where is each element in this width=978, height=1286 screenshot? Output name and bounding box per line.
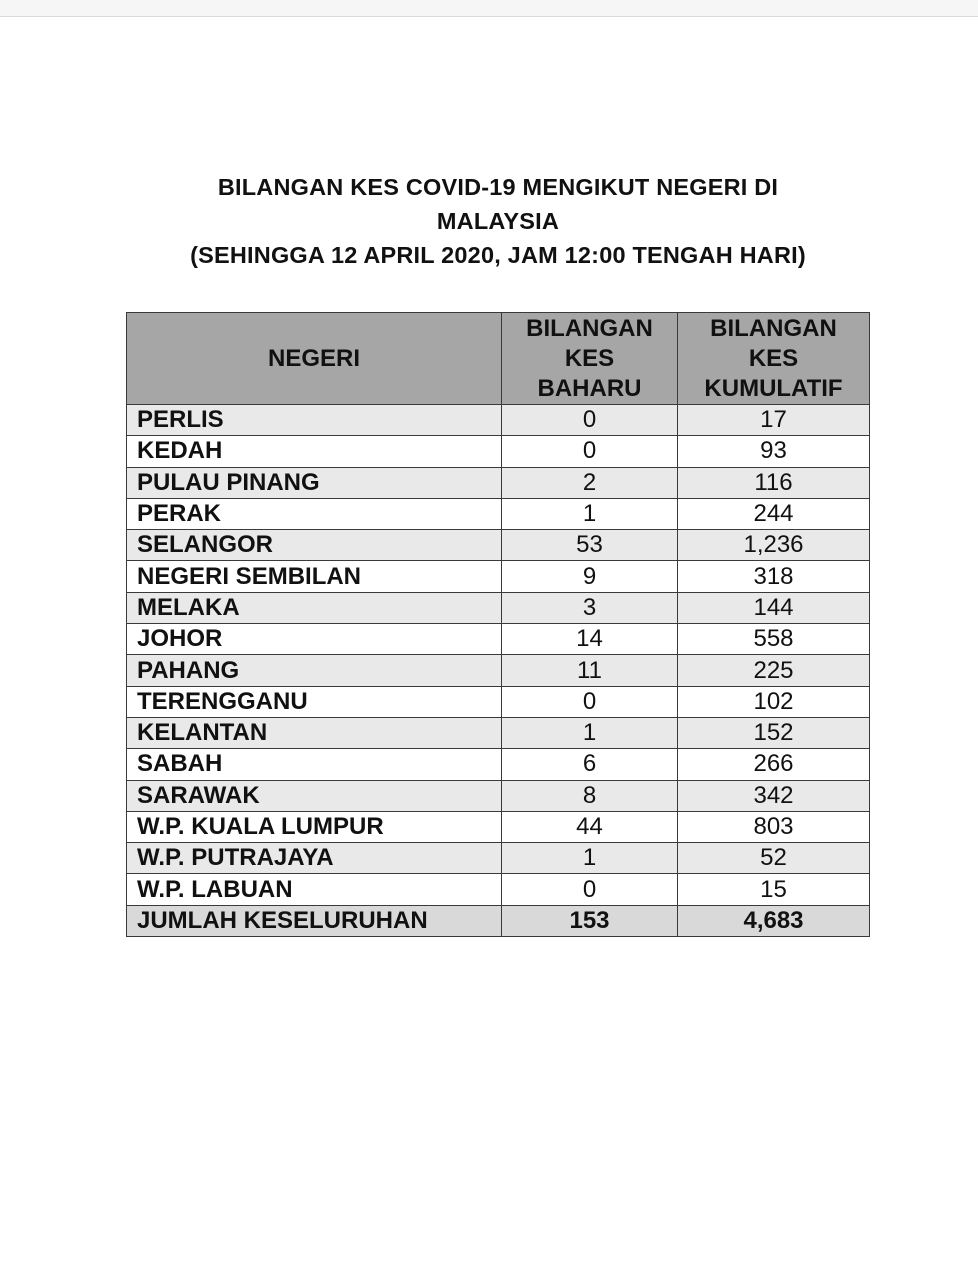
new-cases-value: 2 (502, 467, 678, 498)
table-row (127, 624, 870, 655)
cumulative-cases-value: 803 (678, 811, 870, 842)
title-line-3: (SEHINGGA 12 APRIL 2020, JAM 12:00 TENGAH HARI) (190, 242, 806, 268)
table-row (127, 780, 870, 811)
state-name: W.P. KUALA LUMPUR (127, 811, 502, 842)
state-name: MELAKA (127, 592, 502, 623)
cumulative-cases-value: 558 (678, 624, 870, 655)
table-row (127, 592, 870, 623)
new-cases-value: 0 (502, 436, 678, 467)
new-cases-value: 3 (502, 592, 678, 623)
state-name: W.P. LABUAN (127, 874, 502, 905)
new-cases-value: 0 (502, 686, 678, 717)
cumulative-cases-value: 144 (678, 592, 870, 623)
new-cases-value: 6 (502, 749, 678, 780)
cumulative-cases-value: 116 (678, 467, 870, 498)
table-body (127, 405, 870, 906)
table-header-row (127, 313, 870, 405)
cumulative-cases-value: 318 (678, 561, 870, 592)
cumulative-cases-value: 102 (678, 686, 870, 717)
state-name: PERLIS (127, 405, 502, 436)
table-row (127, 467, 870, 498)
table-row (127, 717, 870, 748)
new-cases-value: 9 (502, 561, 678, 592)
total-label: JUMLAH KESELURUHAN (127, 905, 502, 936)
table-row (127, 436, 870, 467)
viewer-top-bar (0, 0, 978, 17)
new-cases-value: 1 (502, 843, 678, 874)
new-cases-value: 8 (502, 780, 678, 811)
state-name: PERAK (127, 498, 502, 529)
cumulative-cases-value: 1,236 (678, 530, 870, 561)
new-cases-value: 53 (502, 530, 678, 561)
state-name: SARAWAK (127, 780, 502, 811)
table-row (127, 811, 870, 842)
title-line-1: BILANGAN KES COVID-19 MENGIKUT NEGERI DI (217, 174, 779, 200)
new-cases-value: 0 (502, 874, 678, 905)
table-row (127, 498, 870, 529)
state-name: PULAU PINANG (127, 467, 502, 498)
cumulative-cases-value: 15 (678, 874, 870, 905)
new-cases-value: 1 (502, 498, 678, 529)
state-name: W.P. PUTRAJAYA (127, 843, 502, 874)
state-name: SABAH (127, 749, 502, 780)
covid-cases-table (126, 312, 870, 937)
cumulative-cases-value: 52 (678, 843, 870, 874)
state-name: PAHANG (127, 655, 502, 686)
cumulative-cases-value: 244 (678, 498, 870, 529)
state-name: KEDAH (127, 436, 502, 467)
state-name: JOHOR (127, 624, 502, 655)
title-line-2: MALAYSIA (436, 208, 560, 234)
table-row (127, 561, 870, 592)
total-row (127, 905, 870, 936)
state-name: TERENGGANU (127, 686, 502, 717)
new-cases-value: 14 (502, 624, 678, 655)
header-cumulative-cases: BILANGAN KES KUMULATIF (678, 313, 870, 405)
cumulative-cases-value: 342 (678, 780, 870, 811)
cumulative-cases-value: 225 (678, 655, 870, 686)
cumulative-cases-value: 17 (678, 405, 870, 436)
table-row (127, 405, 870, 436)
cumulative-cases-value: 93 (678, 436, 870, 467)
page-title (100, 170, 896, 272)
table-row (127, 686, 870, 717)
total-new-cases: 153 (502, 905, 678, 936)
table-row (127, 749, 870, 780)
state-name: NEGERI SEMBILAN (127, 561, 502, 592)
table-row (127, 530, 870, 561)
cumulative-cases-value: 152 (678, 717, 870, 748)
header-state: NEGERI (127, 313, 502, 405)
state-name: KELANTAN (127, 717, 502, 748)
total-cumulative-cases: 4,683 (678, 905, 870, 936)
table-row (127, 843, 870, 874)
new-cases-value: 1 (502, 717, 678, 748)
new-cases-value: 0 (502, 405, 678, 436)
new-cases-value: 44 (502, 811, 678, 842)
state-name: SELANGOR (127, 530, 502, 561)
table-row (127, 655, 870, 686)
table-row (127, 874, 870, 905)
new-cases-value: 11 (502, 655, 678, 686)
cumulative-cases-value: 266 (678, 749, 870, 780)
header-new-cases: BILANGAN KES BAHARU (502, 313, 678, 405)
